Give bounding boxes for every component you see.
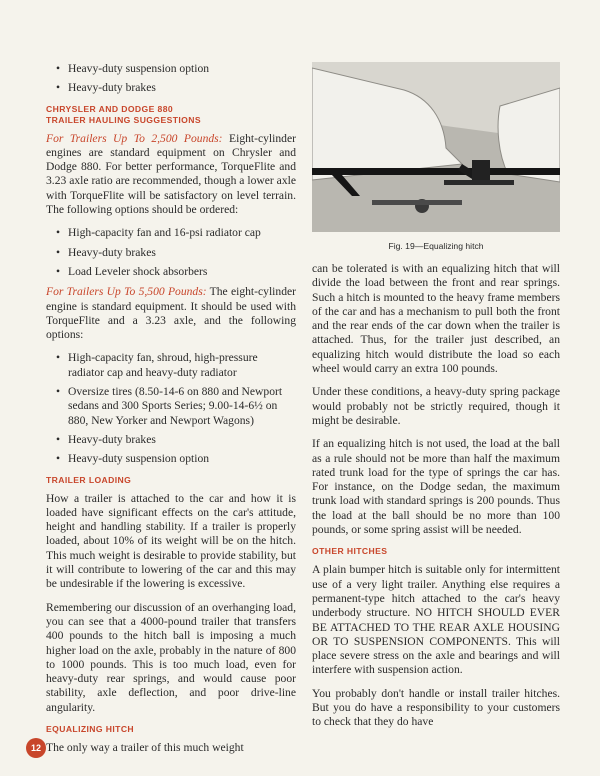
section-heading-other-hitches: OTHER HITCHES — [312, 546, 388, 557]
heading-line: TRAILER HAULING SUGGESTIONS — [46, 114, 201, 125]
paragraph: You probably don't handle or install trailer hitches. But you do have a responsibility to your customers to check that they do have — [312, 686, 560, 729]
list-item — [46, 433, 296, 447]
list-item — [46, 265, 296, 279]
list-item — [46, 351, 296, 380]
bullet-icon: • — [56, 452, 61, 466]
bullet-list-mid — [46, 226, 296, 279]
figure-caption: Fig. 19—Equalizing hitch — [388, 241, 484, 251]
page-number-badge: 12 — [26, 738, 46, 758]
paragraph-text: The eight-cylinder engine is standard equipment. It should be used with TorqueFlite and a 3.23 axle, and the following options: — [46, 285, 296, 342]
paragraph: How a trailer is attached to the car and how it is loaded have significant effects on the car's attitude, height and handling stability. If a trailer is properly loaded, about 10% of its weight will be on the hitch. This much weight is desirable to provide stability, but it will contribute to lowering of the car and this may be undesirable if the lowering is excessive. — [46, 491, 296, 591]
bullet-icon: • — [56, 62, 61, 75]
paragraph: can be tolerated is with an equalizing hitch that will divide the load between the front and rear springs. Such a hitch is mounted to the heavy frame members of the car and has a mechanism to pull both the front and the rear ends of the car down when the trailer is attached. Thus, for the trailer just described, an equalizing hitch would distribute the load so each wheel would carry an extra 100 pounds. — [312, 262, 560, 376]
bullet-icon: • — [56, 385, 61, 399]
bullet-icon: • — [56, 264, 61, 278]
list-item-text: Heavy-duty brakes — [68, 81, 156, 95]
list-item-text: Heavy-duty brakes — [68, 245, 156, 259]
list-item — [46, 62, 296, 76]
bullet-icon: • — [56, 351, 61, 365]
list-item — [46, 246, 296, 260]
right-column — [312, 62, 560, 739]
heading-line: CHRYSLER AND DODGE 880 — [46, 103, 174, 114]
list-item — [46, 452, 296, 466]
list-item-text: High-capacity fan, shroud, high-pressure radiator cap and heavy-duty radiator — [68, 351, 258, 379]
paragraph: The only way a trailer of this much weight — [46, 740, 244, 754]
list-item-text: Heavy-duty brakes — [68, 432, 156, 446]
paragraph-text: Eight-cylinder engines are standard equipment on Chrysler and Dodge 880. For better performance, TorqueFlite and 3.23 axle ratio are recommended, though a lower axle with TorqueFlite will be satisfactory on level terrain. The following options should be ordered: — [46, 131, 296, 217]
bullet-list-top — [46, 62, 296, 96]
list-item — [46, 81, 296, 95]
lead-in: For Trailers Up To 2,500 Pounds: — [46, 131, 223, 145]
list-item-text: High-capacity fan and 16-psi radiator cap — [68, 226, 261, 240]
section-heading-equalizing-hitch: EQUALIZING HITCH — [46, 723, 135, 734]
lead-in: For Trailers Up To 5,500 Pounds: — [46, 285, 207, 299]
paragraph: Under these conditions, a heavy-duty spring package would probably not be strictly required, though it might be desirable. — [312, 385, 560, 427]
list-item — [46, 226, 296, 240]
list-item-text: Heavy-duty suspension option — [68, 62, 210, 75]
list-item-text: Load Leveler shock absorbers — [68, 264, 208, 278]
bullet-icon: • — [56, 81, 61, 95]
list-item — [46, 385, 296, 428]
bullet-icon: • — [56, 432, 61, 446]
figure-equalizing-hitch-photo — [312, 62, 560, 232]
paragraph: A plain bumper hitch is suitable only for intermittent use of a very light trailer. Anything else requires a permanent-type hitch attached to the car's heavy underbody structure. NO HITCH SHOULD EVER BE ATTACHED TO THE REAR AXLE HOUSING OR TO SUSPENSION COMPONENTS. This will place severe stress on the axle and bearings and will interfere with suspension action. — [312, 563, 560, 677]
left-column — [46, 62, 296, 764]
paragraph: If an equalizing hitch is not used, the load at the ball as a rule should not be more than half the maximum rated trunk load for the type of springs the car has. For instance, on the Dodge sedan, the maximum trunk load with standard springs is 200 pounds. Thus the load at the ball should be no more than 100 pounds, or some spring assist will be needed. — [312, 437, 560, 537]
bullet-icon: • — [56, 226, 61, 240]
hitch-photo-illustration — [312, 62, 560, 232]
paragraph — [46, 132, 296, 218]
bullet-list-low — [46, 351, 296, 466]
section-heading-trailer-loading: TRAILER LOADING — [46, 474, 132, 485]
paragraph — [46, 285, 296, 342]
list-item-text: Oversize tires (8.50-14-6 on 880 and Newport sedans and 300 Sports Series; 9.00-14-6½ on 880, New Yorker and Newport Wagons) — [68, 385, 283, 427]
section-heading-chrysler-dodge — [46, 104, 296, 126]
bullet-icon: • — [56, 245, 61, 259]
list-item-text: Heavy-duty suspension option — [68, 452, 210, 466]
paragraph: Remembering our discussion of an overhanging load, you can see that a 4000-pound trailer that transfers 400 pounds to the hitch ball is imposing a much higher load on the axle, probably in the nature of 800 to 1000 pounds. This is too much load, even for heavy-duty rear springs, and would cause poor stability, axle deflection, and poor drive-line angularity. — [46, 600, 296, 714]
